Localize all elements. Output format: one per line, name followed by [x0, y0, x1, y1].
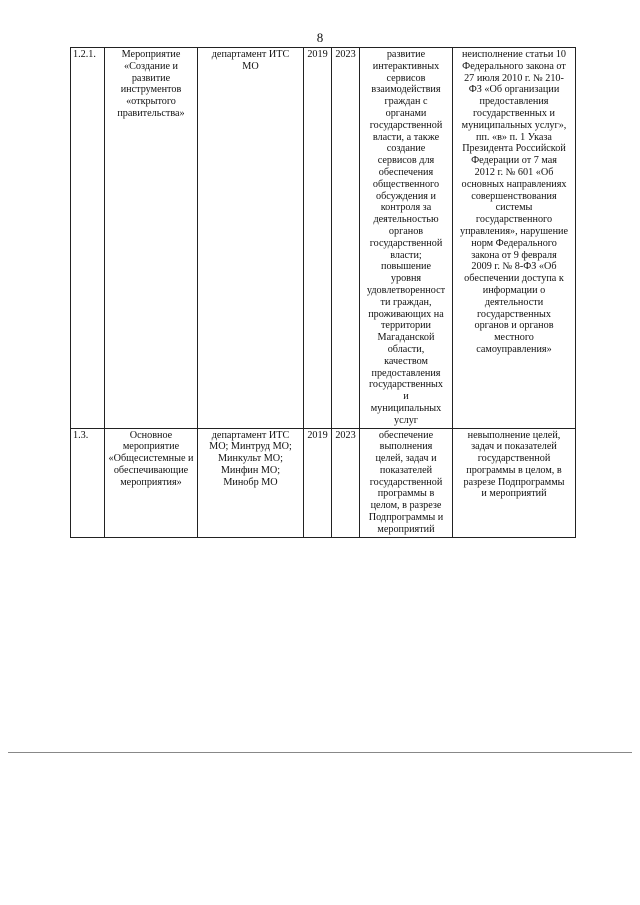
start-year-cell: 2019: [304, 428, 332, 537]
end-year-cell: 2023: [332, 428, 360, 537]
consequences-cell: невыполнение целей, задач и показателей государственной программы в целом, в разрезе Подпрограммы и мероприятий: [453, 428, 576, 537]
table-row: [71, 48, 576, 429]
expected-result-cell: развитие интерактивных сервисов взаимодействия граждан с органами государственной власти, а также создание сервисов для обеспечения общественного обсуждения и контроля за деятельностью органов государственной власти; повышение уровня удовлетворенност ти граждан, проживающих на территории Магаданской области, качеством предоставления государственных и муниципальных услуг: [360, 48, 453, 429]
start-year-cell: 2019: [304, 48, 332, 429]
measure-name-cell: Основное мероприятие «Общесистемные и обеспечивающие мероприятия»: [105, 428, 198, 537]
row-number-cell: 1.2.1.: [71, 48, 105, 429]
page-number: 8: [316, 30, 324, 45]
executor-cell: департамент ИТС МО; Минтруд МО; Минкульт МО; Минфин МО; Минобр МО: [198, 428, 304, 537]
expected-result-cell: обеспечение выполнения целей, задач и показателей государственной программы в целом, в разрезе Подпрограммы и мероприятий: [360, 428, 453, 537]
end-year-cell: 2023: [332, 48, 360, 429]
row-number-cell: 1.3.: [71, 428, 105, 537]
page-divider: [8, 752, 632, 753]
consequences-cell: неисполнение статьи 10 Федерального закона от 27 июля 2010 г. № 210- ФЗ «Об организации предоставления государственных и муниципальных услуг», пп. «в» п. 1 Указа Президента Российской Федерации от 7 мая 2012 г. № 601 «Об основных направлениях совершенствования системы государственного управления», нарушение норм Федерального закона от 9 февраля 2009 г. № 8-ФЗ «Об обеспечении доступа к информации о деятельности государственных органов и органов местного самоуправления»: [453, 48, 576, 429]
executor-cell: департамент ИТС МО: [198, 48, 304, 429]
table-row: [71, 428, 576, 537]
measure-name-cell: Мероприятие «Создание и развитие инструментов «открытого правительства»: [105, 48, 198, 429]
measures-table: [70, 47, 576, 538]
